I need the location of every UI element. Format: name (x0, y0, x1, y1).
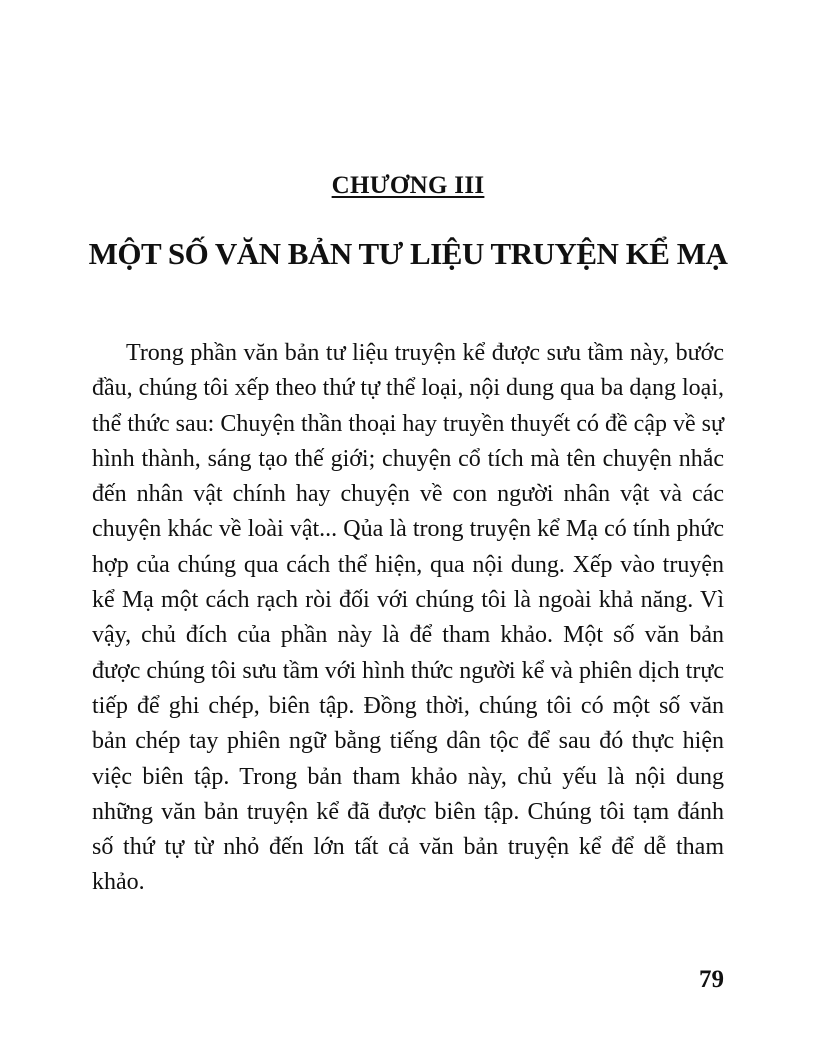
chapter-title: MỘT SỐ VĂN BẢN TƯ LIỆU TRUYỆN KỂ MẠ (88, 236, 728, 271)
chapter-label (0, 172, 816, 200)
page-number: 79 (699, 966, 724, 993)
chapter-label-text: CHƯƠNG III (331, 172, 485, 199)
body-paragraph: Trong phần văn bản tư liệu truyện kể được sưu tầm này, bước đầu, chúng tôi xếp theo thứ tự thể loại, nội dung qua ba dạng loại, thể thức sau: Chuyện thần thoại hay truyền thuyết có đề cập về sự hình thành, sáng tạo thế giới; chuyện cổ tích mà tên chuyện nhắc đến nhân vật chính hay chuyện về con người nhân vật và các chuyện khác về loài vật... Qủa là trong truyện kể Mạ có tính phức hợp của chúng qua cách thể hiện, qua nội dung. Xếp vào truyện kể Mạ một cách rạch ròi đối với chúng tôi là ngoài khả năng. Vì vậy, chủ đích của phần này là để tham khảo. Một số văn bản được chúng tôi sưu tầm với hình thức người kể và phiên dịch trực tiếp để ghi chép, biên tập. Đồng thời, chúng tôi có một số văn bản chép tay phiên ngữ bằng tiếng dân tộc để sau đó thực hiện việc biên tập. Trong bản tham khảo này, chủ yếu là nội dung những văn bản truyện kể đã được biên tập. Chúng tôi tạm đánh số thứ tự từ nhỏ đến lớn tất cả văn bản truyện kể để dễ tham khảo. (92, 340, 724, 896)
